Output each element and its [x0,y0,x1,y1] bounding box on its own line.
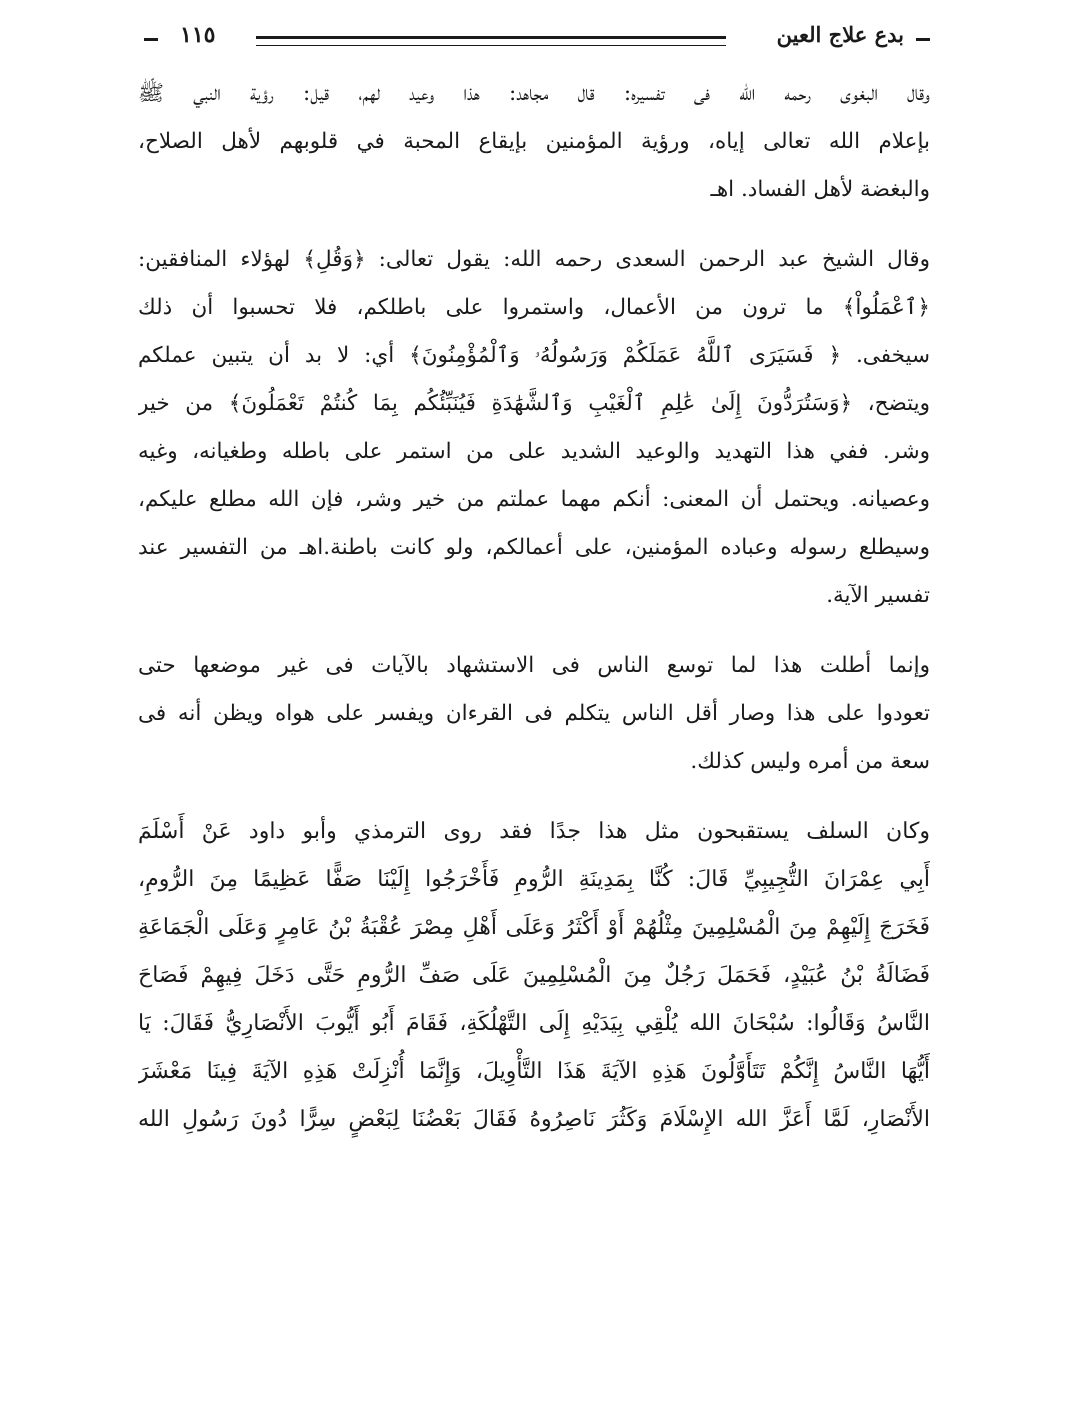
paragraph-salaf-hadith [138,808,930,1144]
text-line: وعصيانه. ويحتمل أن المعنى: أنكم مهما عملتم من خير وشر، فإن الله مطلع عليكم، [138,487,930,512]
page-number: ١١٥ [180,22,216,48]
text-line: فَخَرَجَ إِلَيْهِمْ مِنَ الْمُسْلِمِينَ مِثْلُهُمْ أَوْ أَكْثَرُ وَعَلَى أَهْلِ مِصْرَ عُقْبَةُ بْنُ عَامِرٍ وَعَلَى الْجَمَاعَةِ [138,915,930,940]
text-line: سعة من أمره وليس كذلك. [690,749,930,774]
text-line: النَّاسُ وَقَالُوا: سُبْحَانَ الله يُلْقِي بِيَدَيْهِ إِلَى التَّهْلُكَةِ، فَقَامَ أَبُو أَيُّوبَ الأَنْصَارِيُّ فَقَالَ: يَا [138,1011,930,1036]
text-line: تفسير الآية. [826,583,930,608]
paragraph-author [138,642,930,786]
page-body [138,70,930,1166]
header-dash-right [916,38,930,41]
text-line: الأَنْصَارِ، لَمَّا أَعَزَّ الله الإِسْلَامَ وَكَثُرَ نَاصِرُوهُ فَقَالَ بَعْضُنَا لِبَعْضٍ سِرًّا دُونَ رَسُولِ الله [138,1107,930,1132]
text-line: فَضَالَةُ بْنُ عُبَيْدٍ، فَحَمَلَ رَجُلٌ مِنَ الْمُسْلِمِينَ عَلَى صَفِّ الرُّومِ حَتَّى دَخَلَ فِيهِمْ فَصَاحَ [138,963,930,988]
text-line: والبغضة لأهل الفساد. اهـ [710,177,930,202]
text-line: وكان السلف يستقبحون مثل هذا جدًا فقد روى الترمذي وأبو داود عَنْ أَسْلَمَ [138,819,930,844]
text-line: ﴿ٱعْمَلُواْ﴾ ما ترون من الأعمال، واستمروا على باطلكم، فلا تحسبوا أن ذلك [138,295,930,320]
text-line: وقال الشيخ عبد الرحمن السعدى رحمه الله: يقول تعالى: ﴿وَقُلِ﴾ لهؤلاء المنافقين: [138,247,930,272]
text-line: تعودوا على هذا وصار أقل الناس يتكلم فى القرءان ويفسر على هواه ويظن أنه فى [138,701,930,726]
header-rule [256,36,726,46]
text-line: أَيُّهَا النَّاسُ إِنَّكُمْ تَتَأَوَّلُونَ هَذِهِ الآيَةَ هَذَا التَّأْوِيلَ، وَإِنَّمَا أُنْزِلَتْ هَذِهِ الآيَةَ فِينَا مَعْشَرَ [138,1059,930,1084]
book-title: بدع علاج العين [776,22,904,47]
text-line: بإعلام الله تعالى إياه، ورؤية المؤمنين بإيقاع المحبة في قلوبهم لأهل الصلاح، [138,129,930,154]
running-header [140,22,930,62]
text-line: وإنما أطلت هذا لما توسع الناس فى الاستشهاد بالآيات فى غير موضعها حتى [138,653,930,678]
text-line: وقال البغوى رحمه الله فى تفسيره: قال مجاهد: هذا وعيد لهم، قيل: رؤية النبي ﷺ [138,81,930,106]
header-dash-left [144,38,158,41]
text-line: سيخفى. ﴿ فَسَيَرَى ٱللَّهُ عَمَلَكُمْ وَرَسُولُهُۥ وَٱلْمُؤْمِنُونَ﴾ أي: لا بد أن يتبين عملكم [138,343,930,368]
paragraph-saadi [138,236,930,620]
text-line: أَبِي عِمْرَانَ التُّجِيبِيِّ قَالَ: كُنَّا بِمَدِينَةِ الرُّومِ فَأَخْرَجُوا إِلَيْنَا صَفًّا عَظِيمًا مِنَ الرُّومِ، [138,867,930,892]
paragraph-baghawi [138,70,930,214]
text-line: وشر. ففي هذا التهديد والوعيد الشديد على من استمر على باطله وطغيانه، وغيه [138,439,930,464]
text-line: وسيطلع رسوله وعباده المؤمنين، على أعمالكم، ولو كانت باطنة.اهـ من التفسير عند [138,535,930,560]
text-line: ويتضح، ﴿وَسَتُرَدُّونَ إِلَىٰ عَٰلِمِ ٱلْغَيْبِ وَٱلشَّهَٰدَةِ فَيُنَبِّئُكُم بِمَا كُنتُمْ تَعْمَلُونَ﴾ من خير [138,391,930,416]
